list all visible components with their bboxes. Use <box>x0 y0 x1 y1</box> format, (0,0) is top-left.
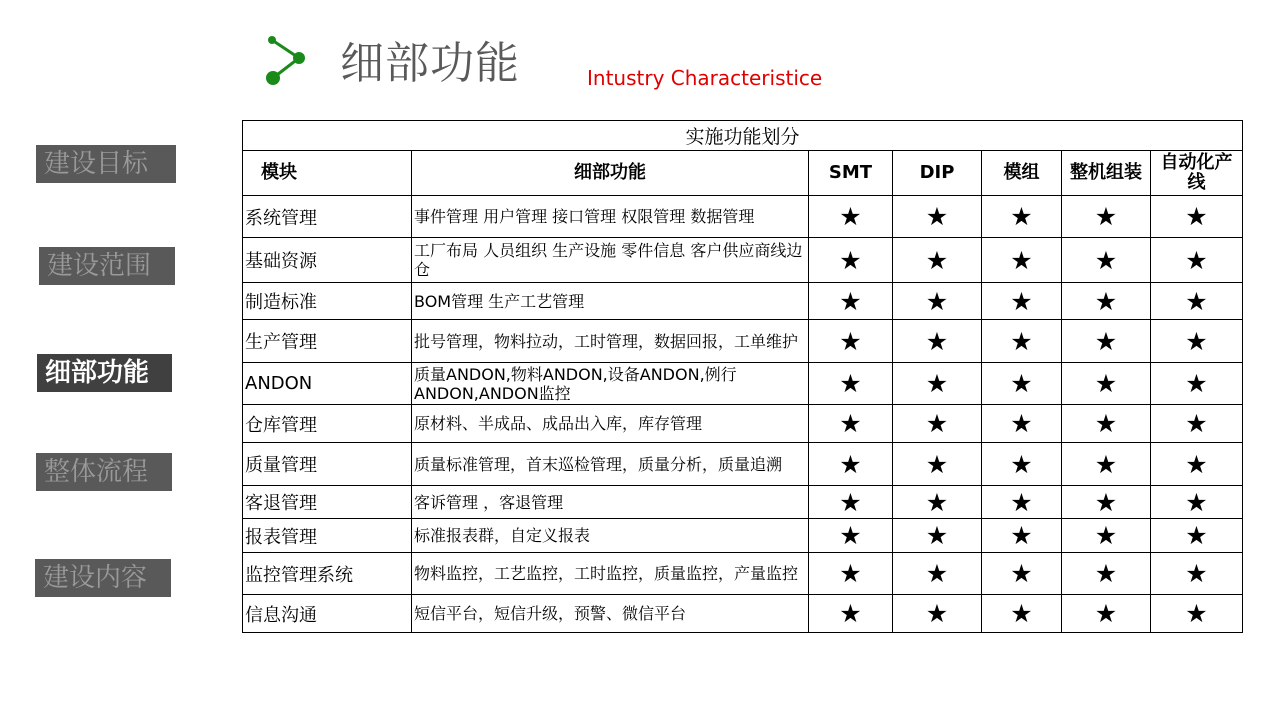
star-automation-icon: ★ <box>1151 363 1243 405</box>
column-header-smt: SMT <box>809 151 893 196</box>
table-row <box>243 320 1243 363</box>
star-dip-icon: ★ <box>893 595 982 633</box>
table-row <box>243 283 1243 320</box>
nav-item-construction-content[interactable]: 建设内容 <box>35 559 171 597</box>
star-module-icon: ★ <box>982 519 1062 553</box>
detail-cell: 短信平台，短信升级，预警、微信平台 <box>412 595 809 633</box>
column-header-complete-assembly: 整机组装 <box>1062 151 1151 196</box>
star-automation-icon: ★ <box>1151 283 1243 320</box>
table-row <box>243 196 1243 238</box>
star-automation-icon: ★ <box>1151 405 1243 443</box>
star-assembly-icon: ★ <box>1062 363 1151 405</box>
star-module-icon: ★ <box>982 320 1062 363</box>
star-assembly-icon: ★ <box>1062 486 1151 519</box>
star-automation-icon: ★ <box>1151 553 1243 595</box>
star-automation-icon: ★ <box>1151 196 1243 238</box>
star-module-icon: ★ <box>982 553 1062 595</box>
module-cell: 监控管理系统 <box>243 553 412 595</box>
nav-item-construction-scope[interactable]: 建设范围 <box>39 247 175 285</box>
molecule-logo-icon <box>262 34 310 90</box>
star-module-icon: ★ <box>982 405 1062 443</box>
star-assembly-icon: ★ <box>1062 553 1151 595</box>
star-module-icon: ★ <box>982 363 1062 405</box>
star-assembly-icon: ★ <box>1062 595 1151 633</box>
module-cell: 报表管理 <box>243 519 412 553</box>
module-cell: ANDON <box>243 363 412 405</box>
module-cell: 客退管理 <box>243 486 412 519</box>
table-row <box>243 405 1243 443</box>
star-assembly-icon: ★ <box>1062 238 1151 283</box>
detail-cell: 原材料、半成品、成品出入库，库存管理 <box>412 405 809 443</box>
star-automation-icon: ★ <box>1151 320 1243 363</box>
column-header-dip: DIP <box>893 151 982 196</box>
detail-cell: 客诉管理 ，客退管理 <box>412 486 809 519</box>
module-cell: 信息沟通 <box>243 595 412 633</box>
star-smt-icon: ★ <box>809 363 893 405</box>
star-module-icon: ★ <box>982 595 1062 633</box>
star-automation-icon: ★ <box>1151 238 1243 283</box>
column-header-detail: 细部功能 <box>412 151 809 196</box>
star-module-icon: ★ <box>982 196 1062 238</box>
table-row <box>243 238 1243 283</box>
star-dip-icon: ★ <box>893 320 982 363</box>
module-cell: 基础资源 <box>243 238 412 283</box>
star-automation-icon: ★ <box>1151 595 1243 633</box>
page-subtitle: Intustry Characteristice <box>587 66 823 90</box>
column-header-automated-line: 自动化产线 <box>1151 151 1243 196</box>
star-dip-icon: ★ <box>893 519 982 553</box>
star-module-icon: ★ <box>982 443 1062 486</box>
table-row <box>243 519 1243 553</box>
nav-item-detailed-functions[interactable]: 细部功能 <box>37 354 172 392</box>
star-dip-icon: ★ <box>893 405 982 443</box>
feature-table <box>242 120 1243 633</box>
star-assembly-icon: ★ <box>1062 405 1151 443</box>
table-row <box>243 553 1243 595</box>
star-dip-icon: ★ <box>893 486 982 519</box>
detail-cell: 物料监控，工艺监控，工时监控，质量监控，产量监控 <box>412 553 809 595</box>
module-cell: 制造标准 <box>243 283 412 320</box>
nav-item-overall-process[interactable]: 整体流程 <box>36 453 172 491</box>
star-dip-icon: ★ <box>893 553 982 595</box>
star-dip-icon: ★ <box>893 443 982 486</box>
table-row <box>243 363 1243 405</box>
table-header-row <box>243 151 1243 196</box>
star-smt-icon: ★ <box>809 595 893 633</box>
star-smt-icon: ★ <box>809 283 893 320</box>
star-dip-icon: ★ <box>893 238 982 283</box>
star-module-icon: ★ <box>982 238 1062 283</box>
table-row <box>243 595 1243 633</box>
nav-item-construction-goal[interactable]: 建设目标 <box>36 145 176 183</box>
star-module-icon: ★ <box>982 283 1062 320</box>
star-smt-icon: ★ <box>809 238 893 283</box>
table-body <box>243 196 1243 633</box>
star-smt-icon: ★ <box>809 320 893 363</box>
page-title: 细部功能 <box>340 38 520 89</box>
detail-cell: 质量ANDON,物料ANDON,设备ANDON,例行ANDON,ANDON监控 <box>412 363 809 405</box>
module-cell: 生产管理 <box>243 320 412 363</box>
star-dip-icon: ★ <box>893 196 982 238</box>
column-header-module: 模块 <box>243 151 412 196</box>
detail-cell: BOM管理 生产工艺管理 <box>412 283 809 320</box>
detail-cell: 标准报表群，自定义报表 <box>412 519 809 553</box>
star-assembly-icon: ★ <box>1062 320 1151 363</box>
star-smt-icon: ★ <box>809 196 893 238</box>
column-header-module-assembly: 模组 <box>982 151 1062 196</box>
star-smt-icon: ★ <box>809 553 893 595</box>
star-module-icon: ★ <box>982 486 1062 519</box>
star-smt-icon: ★ <box>809 486 893 519</box>
star-assembly-icon: ★ <box>1062 443 1151 486</box>
module-cell: 系统管理 <box>243 196 412 238</box>
table-row <box>243 486 1243 519</box>
star-automation-icon: ★ <box>1151 519 1243 553</box>
star-smt-icon: ★ <box>809 519 893 553</box>
star-assembly-icon: ★ <box>1062 196 1151 238</box>
table-caption-row <box>243 121 1243 151</box>
detail-cell: 事件管理 用户管理 接口管理 权限管理 数据管理 <box>412 196 809 238</box>
star-dip-icon: ★ <box>893 363 982 405</box>
star-assembly-icon: ★ <box>1062 519 1151 553</box>
module-cell: 仓库管理 <box>243 405 412 443</box>
star-assembly-icon: ★ <box>1062 283 1151 320</box>
star-smt-icon: ★ <box>809 405 893 443</box>
star-dip-icon: ★ <box>893 283 982 320</box>
star-automation-icon: ★ <box>1151 443 1243 486</box>
table-row <box>243 443 1243 486</box>
detail-cell: 工厂布局 人员组织 生产设施 零件信息 客户供应商线边仓 <box>412 238 809 283</box>
detail-cell: 批号管理，物料拉动，工时管理，数据回报，工单维护 <box>412 320 809 363</box>
detail-cell: 质量标准管理，首末巡检管理，质量分析，质量追溯 <box>412 443 809 486</box>
table-caption: 实施功能划分 <box>243 121 1243 151</box>
star-automation-icon: ★ <box>1151 486 1243 519</box>
star-smt-icon: ★ <box>809 443 893 486</box>
module-cell: 质量管理 <box>243 443 412 486</box>
